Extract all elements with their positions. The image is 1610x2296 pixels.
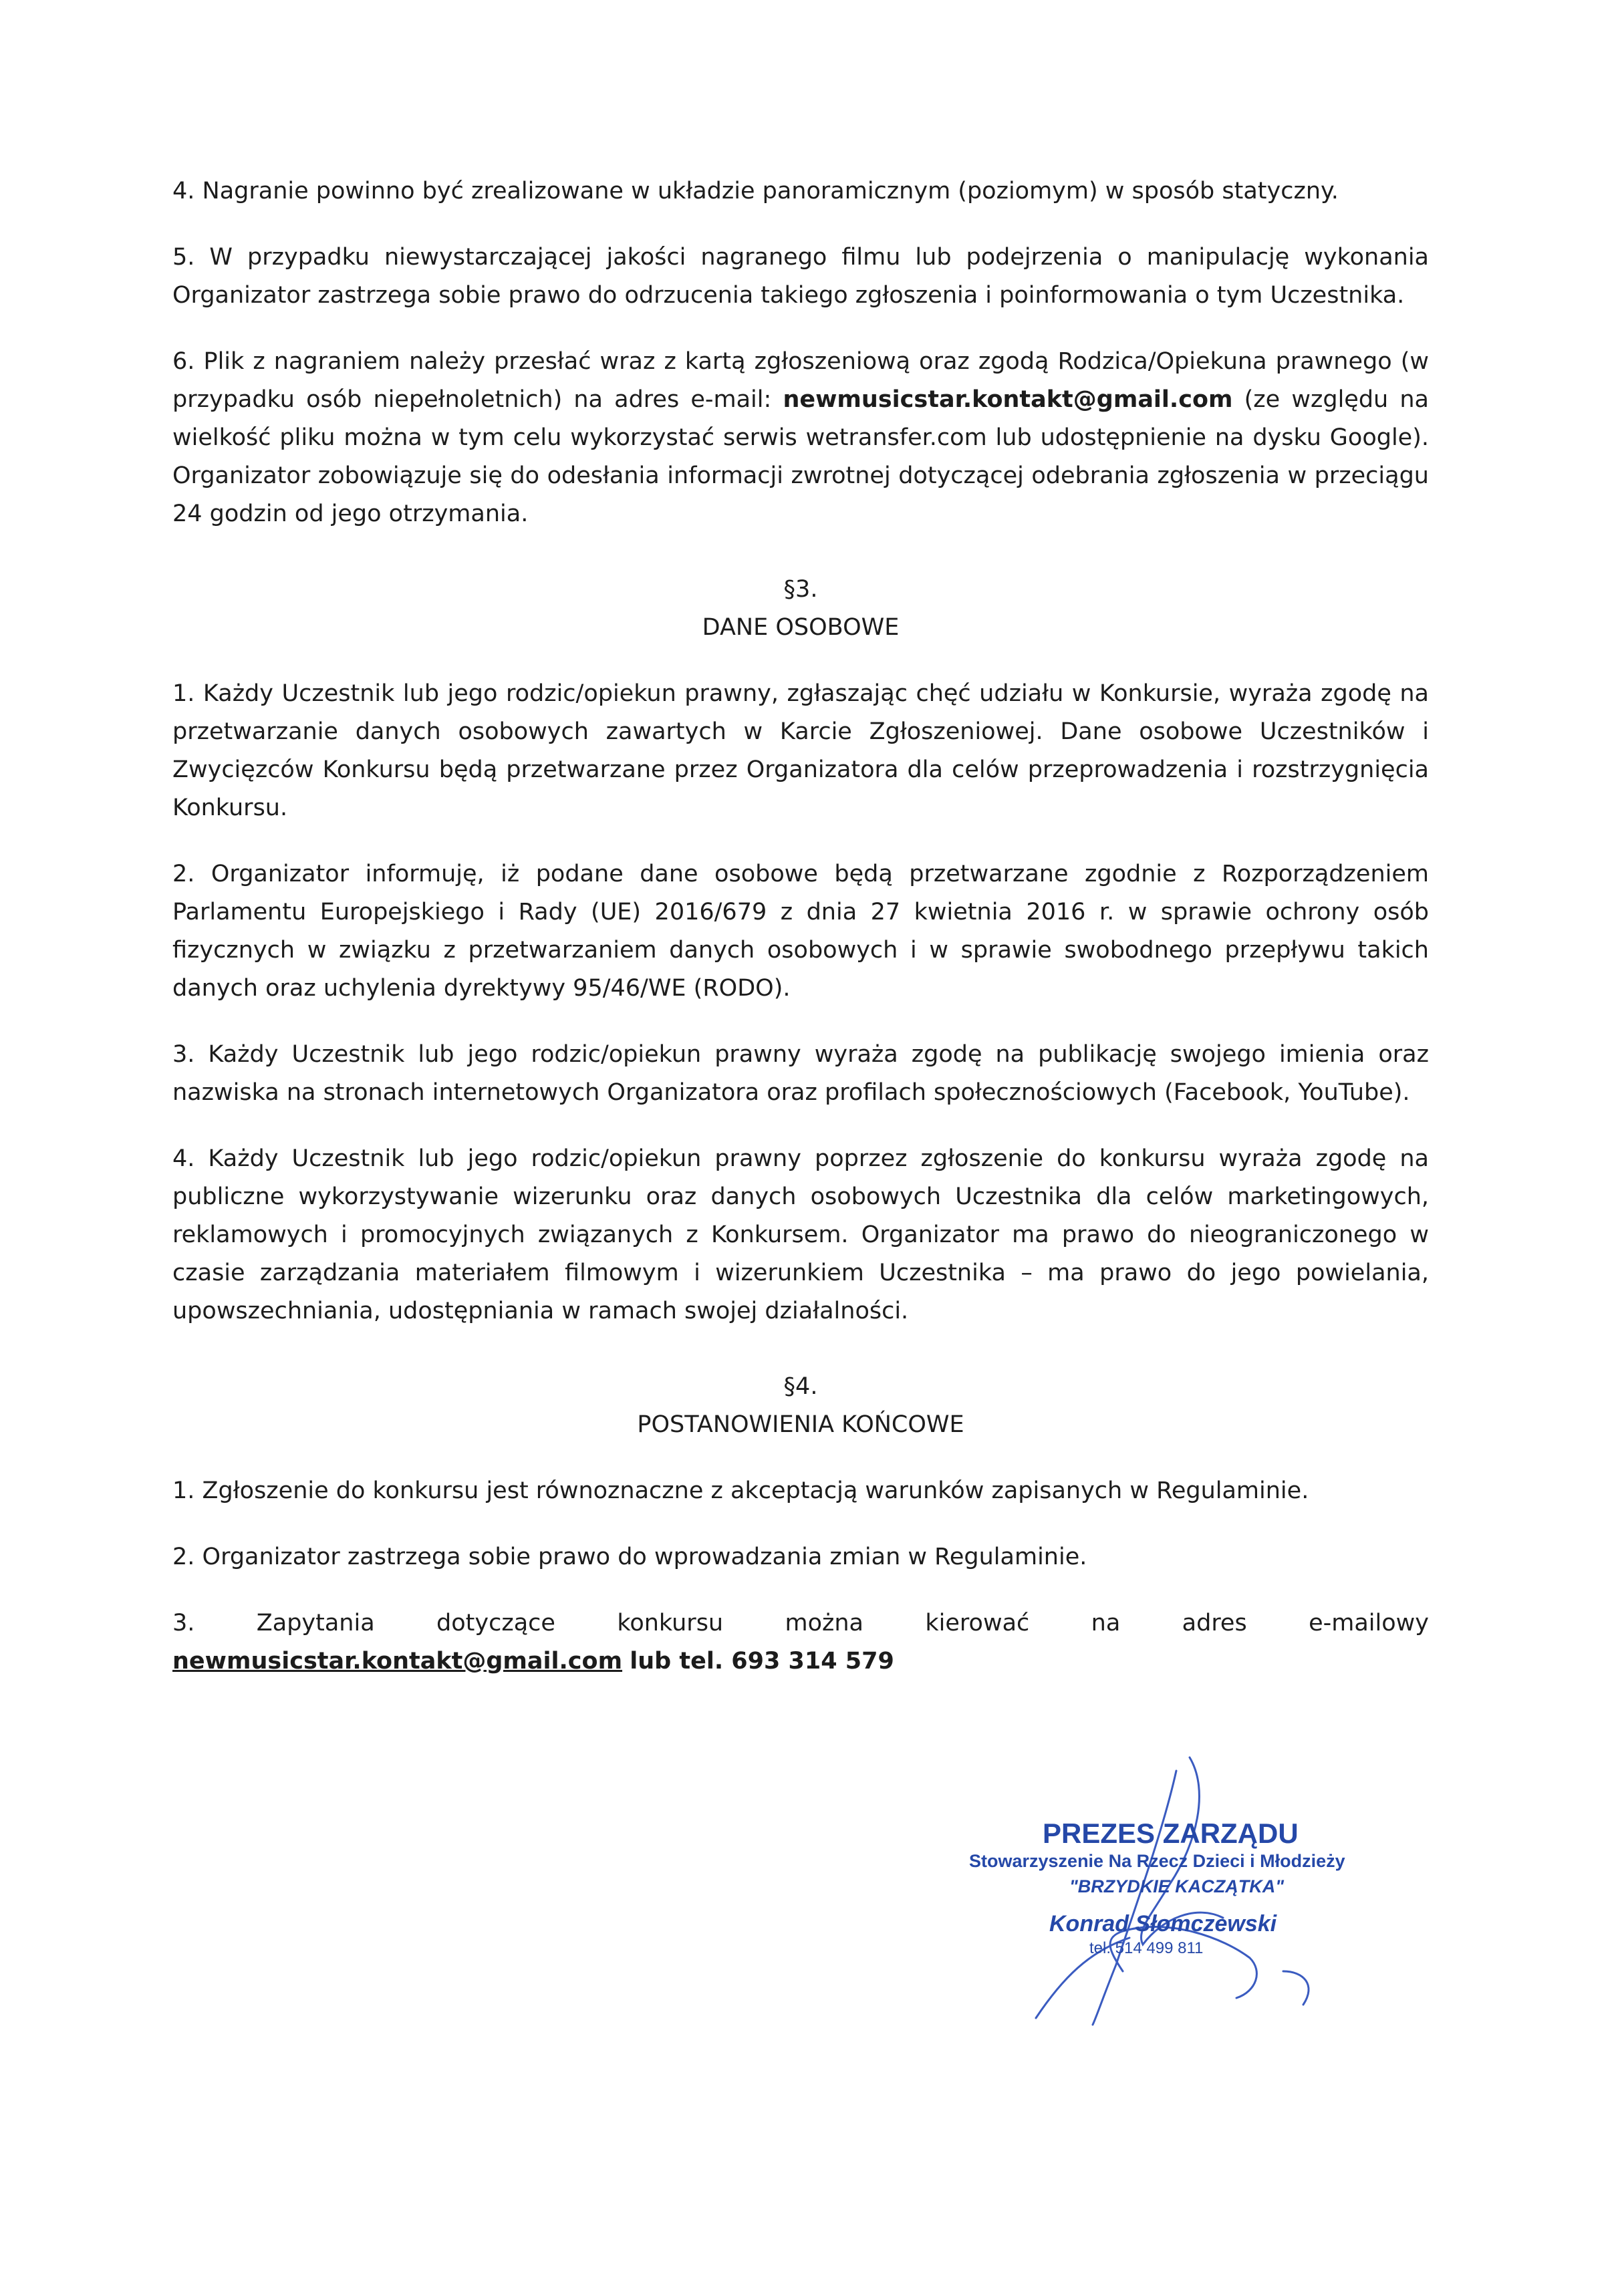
paragraph-s3-3: 3. Każdy Uczestnik lub jego rodzic/opiekun prawny wyraża zgodę na publikację swojego imienia oraz nazwiska na stronach internetowych Organizatora oraz profilach społecznościowych (Facebook, YouTube). <box>172 1041 1429 1106</box>
paragraph-s4-1: 1. Zgłoszenie do konkursu jest równoznaczne z akceptacją warunków zapisanych w Regulaminie. <box>172 1477 1309 1504</box>
stamp-phone: tel. 514 499 811 <box>1089 1939 1204 1957</box>
paragraph-s3-1: 1. Każdy Uczestnik lub jego rodzic/opiekun prawny, zgłaszając chęć udziału w Konkursie, wyraża zgodę na przetwarzanie danych osobowych zawartych w Karcie Zgłoszeniowej. Dane osobowe Uczestników i Zwycięzców Konkursu będą przetwarzane przez Organizatora dla celów przeprowadzenia i rozstrzygnięcia Konkursu. <box>172 680 1429 821</box>
p6-text-2: (ze względu na wielkość pliku można w tym celu wykorzystać serwis wetransfer.com lub udostępnienie na dysku Google). Organizator zobowiązuje się do odesłania informacji zwrotnej dotyczącej odebrania zgłoszenia w przeciągu 24 godzin od jego otrzymania. <box>172 386 1429 527</box>
paragraph-s4-3 <box>172 1604 1429 1681</box>
paragraph-s2-5: 5. W przypadku niewystarczającej jakości nagranego filmu lub podejrzenia o manipulację wykonania Organizator zastrzega sobie prawo do odrzucenia takiego zgłoszenia i poinformowania o tym Uczestnika. <box>172 244 1429 309</box>
p6-text-1: 6. Plik z nagraniem należy przesłać wraz z kartą zgłoszeniową oraz zgodą Rodzica/Opiekuna prawnego (w przypadku osób niepełnoletnich) na adres e-mail: <box>172 348 1429 413</box>
section-4-heading <box>172 1368 1429 1444</box>
section-3-heading <box>172 571 1429 647</box>
section-3-title: DANE OSOBOWE <box>702 614 900 641</box>
section-4-title: POSTANOWIENIA KOŃCOWE <box>637 1411 964 1438</box>
stamp-organization-name: "BRZYDKIE KACZĄTKA" <box>1069 1876 1285 1896</box>
stamp-person-name: Konrad Słomczewski <box>1049 1911 1277 1936</box>
contact-email-link[interactable]: newmusicstar.kontakt@gmail.com <box>172 1648 623 1675</box>
stamp-organization: Stowarzyszenie Na Rzecz Dzieci i Młodzieży <box>969 1851 1345 1871</box>
s4-p3-text: 3. Zapytania dotyczące konkursu można kierować na adres e-mailowy <box>172 1610 1429 1636</box>
contact-phone: lub tel. 693 314 579 <box>630 1648 894 1675</box>
section-4-number: §4. <box>783 1373 818 1400</box>
paragraph-s3-4: 4. Każdy Uczestnik lub jego rodzic/opiekun prawny poprzez zgłoszenie do konkursu wyraża zgodę na publiczne wykorzystywanie wizerunku oraz danych osobowych Uczestnika dla celów marketingowych, reklamowych i promocyjnych związanych z Konkursem. Organizator ma prawo do nieograniczonego w czasie zarządzania materiałem filmowym i wizerunkiem Uczestnika – ma prawo do jego powielania, upowszechniania, udostępniania w ramach swojej działalności. <box>172 1145 1429 1324</box>
paragraph-s2-4: 4. Nagranie powinno być zrealizowane w układzie panoramicznym (poziomym) w sposób statyczny. <box>172 178 1339 204</box>
stamp-title: PREZES ZARZĄDU <box>1043 1818 1299 1849</box>
p6-email: newmusicstar.kontakt@gmail.com <box>783 386 1233 413</box>
section-3-number: §3. <box>783 576 818 603</box>
paragraph-s4-2: 2. Organizator zastrzega sobie prawo do wprowadzania zmian w Regulaminie. <box>172 1544 1087 1570</box>
document-body <box>172 172 1429 1709</box>
paragraph-s3-2: 2. Organizator informuję, iż podane dane osobowe będą przetwarzane zgodnie z Rozporządzeniem Parlamentu Europejskiego i Rady (UE) 2016/679 z dnia 27 kwietnia 2016 r. w sprawie ochrony osób fizycznych w związku z przetwarzaniem danych osobowych i w sprawie swobodnego przepływu takich danych oraz uchylenia dyrektywy 95/46/WE (RODO). <box>172 861 1429 1002</box>
signature-stamp <box>969 1751 1397 2031</box>
paragraph-s2-6 <box>172 343 1429 533</box>
